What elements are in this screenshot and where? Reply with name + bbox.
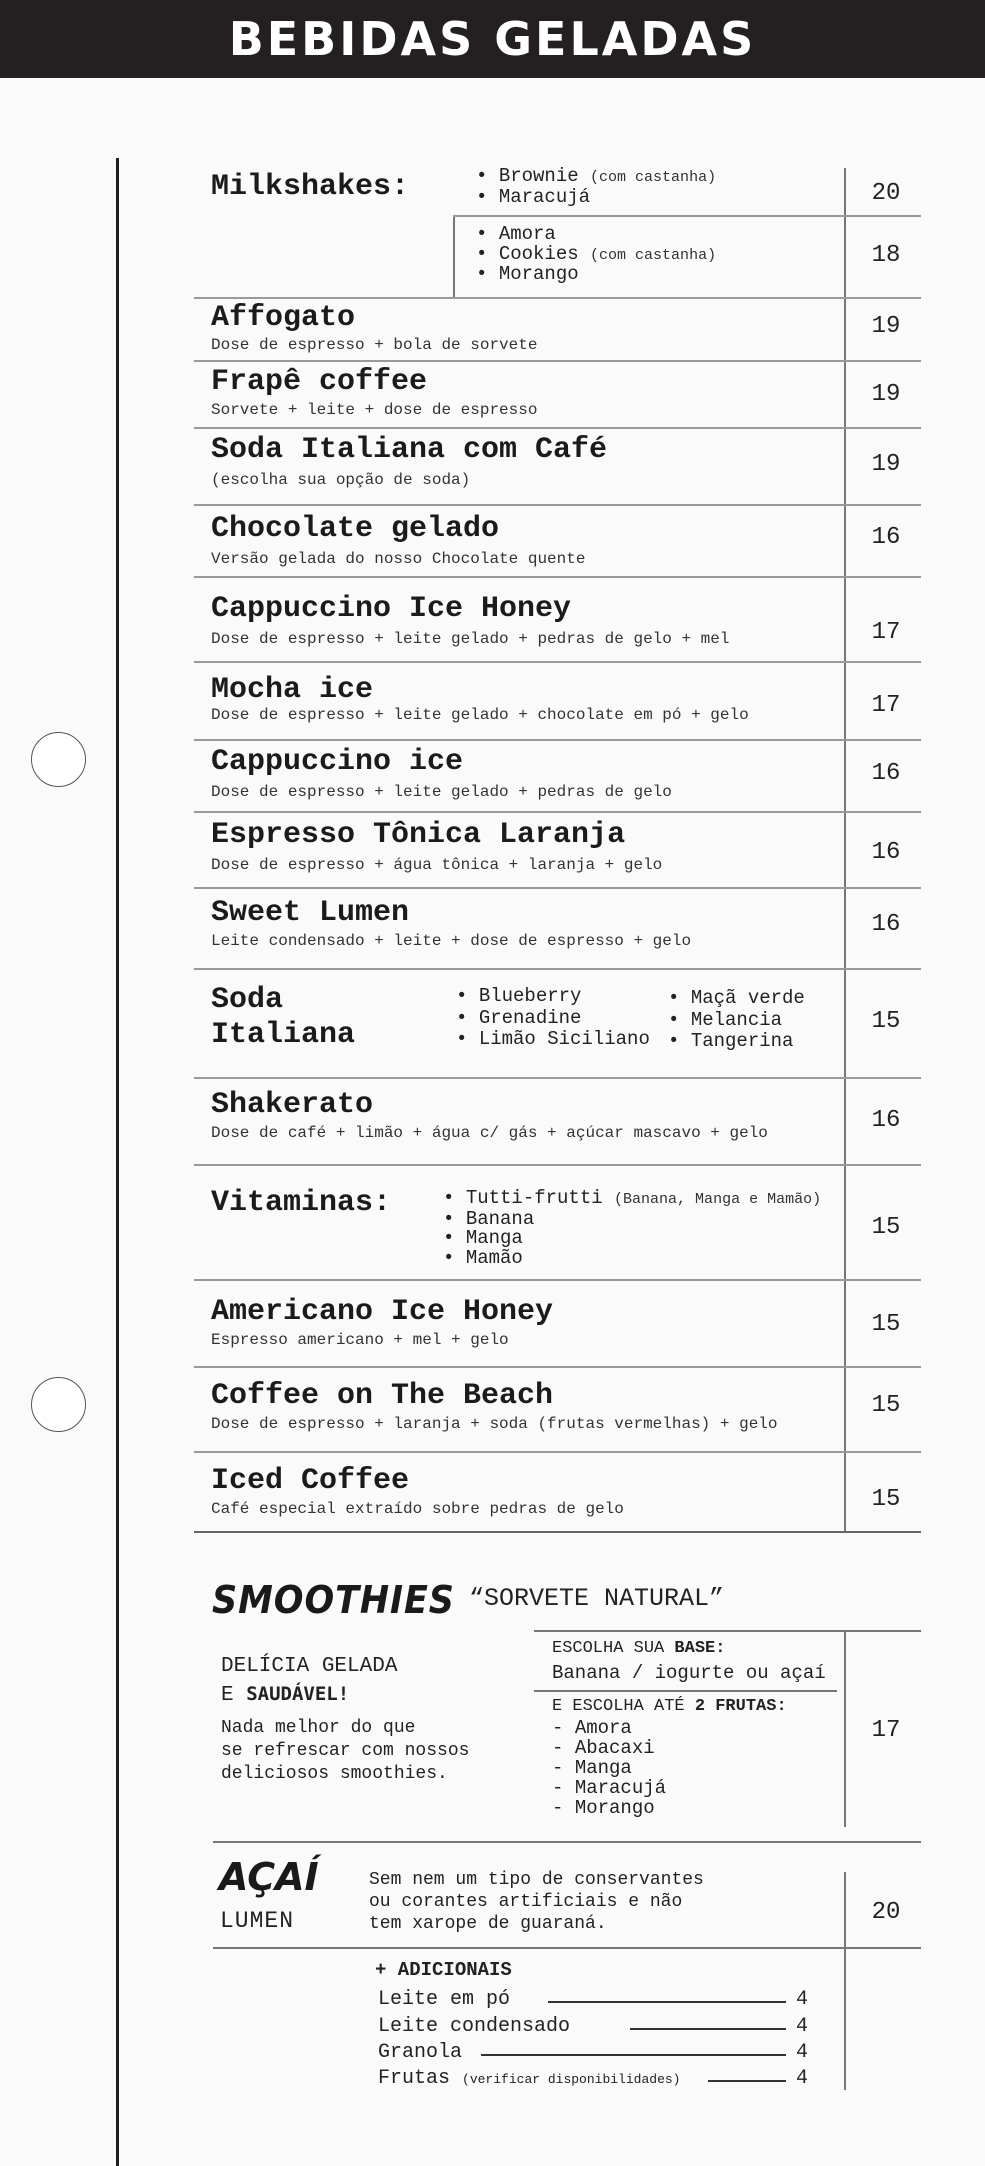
divider [194,1366,921,1368]
binder-spine [116,158,119,2166]
item-desc: Dose de espresso + leite gelado + pedras de gelo + mel [211,630,730,648]
item-desc: Dose de espresso + laranja + soda (frutas vermelhas) + gelo [211,1415,778,1433]
binder-hole-bottom [31,1377,86,1432]
list-item: • Tangerina [668,1031,805,1053]
item-price: 15 [871,1486,901,1513]
divider [194,297,921,299]
item-name: Soda Italiana com Café [211,433,608,467]
milkshakes-group1-list [476,167,716,207]
smoothies-title: SMOOTHIES [212,1578,455,1622]
milkshakes-group2-list [476,225,716,285]
page-title: BEBIDAS GELADAS [228,12,757,66]
divider [194,887,921,889]
item-price: 16 [871,524,901,551]
list-item: - Morango [552,1798,666,1818]
acai-price: 20 [871,1899,901,1926]
binder-hole-top [31,732,86,787]
milkshakes-group1-price: 20 [871,180,901,207]
list-item: • Maçã verde [668,988,805,1010]
item-name: Sweet Lumen [211,896,410,930]
item-price: 19 [871,313,901,340]
smoothies-fruits-label: E ESCOLHA ATÉ 2 FRUTAS: [552,1697,787,1716]
list-item: • Maracujá [476,188,716,208]
list-item: • Mamão [443,1249,821,1269]
item-price: 16 [871,839,901,866]
divider [194,1279,921,1281]
divider [453,215,921,217]
list-item: • Blueberry [456,986,650,1008]
header-bar [0,0,985,78]
milkshake-divider [453,215,455,297]
adicional-price: 4 [795,2015,808,2038]
divider [213,1947,921,1949]
item-name: Americano Ice Honey [211,1295,554,1329]
divider [213,1841,921,1843]
acai-subtitle: LUMEN [220,1908,295,1934]
adicional-row [378,1988,808,2014]
vitaminas-price: 15 [871,1214,901,1241]
divider [534,1690,837,1692]
leader-line [708,2080,786,2082]
acai-title: AÇAÍ [219,1855,319,1899]
item-desc: (escolha sua opção de soda) [211,471,471,489]
smoothies-price: 17 [871,1717,901,1744]
item-name: Frapê coffee [211,365,428,399]
adicionais-title: + ADICIONAIS [375,1959,512,1981]
leader-line [548,2001,786,2003]
divider [194,739,921,741]
list-item: - Amora [552,1718,666,1738]
list-item: • Tutti-frutti (Banana, Manga e Mamão) [443,1189,821,1210]
divider [194,1077,921,1079]
item-price: 19 [871,381,901,408]
adicional-name: Granola [378,2041,470,2064]
smoothies-base-options: Banana / iogurte ou açaí [552,1662,826,1684]
adicional-price: 4 [795,2067,808,2090]
divider [534,1630,921,1632]
smoothies-tagline-2: E SAUDÁVEL! [221,1683,350,1707]
leader-line [630,2028,786,2030]
item-price: 16 [871,760,901,787]
list-item: - Maracujá [552,1778,666,1798]
adicional-row [378,2041,808,2067]
item-price: 16 [871,1107,901,1134]
divider [194,427,921,429]
milkshakes-group2-price: 18 [871,242,901,269]
smoothies-blurb: Nada melhor do que se refrescar com nossos deliciosos smoothies. [221,1718,470,1784]
item-name: Chocolate gelado [211,512,500,546]
divider [194,1451,921,1453]
adicional-price: 4 [795,2041,808,2064]
list-item: • Limão Siciliano [456,1029,650,1051]
divider [194,1531,921,1533]
item-name: Espresso Tônica Laranja [211,818,626,852]
divider [194,968,921,970]
list-item: • Morango [476,265,716,285]
list-item: • Manga [443,1229,821,1249]
list-item: - Abacaxi [552,1738,666,1758]
item-desc: Dose de espresso + bola de sorvete [211,336,538,354]
divider [194,576,921,578]
soda-italiana-title-2: Italiana [211,1018,356,1052]
adicional-name: Leite condensado [378,2015,578,2038]
adicional-name: Frutas (verificar disponibilidades) [378,2067,688,2090]
item-name: Mocha ice [211,673,374,707]
smoothies-subtitle: “SORVETE NATURAL” [469,1584,725,1613]
adicional-name: Leite em pó [378,1988,518,2011]
item-name: Coffee on The Beach [211,1379,554,1413]
item-price: 16 [871,911,901,938]
item-name: Cappuccino ice [211,745,464,779]
item-desc: Sorvete + leite + dose de espresso [211,401,538,419]
item-desc: Leite condensado + leite + dose de espresso + gelo [211,932,692,950]
divider [194,661,921,663]
smoothies-base-label: ESCOLHA SUA BASE: [552,1639,726,1658]
vitaminas-list [443,1189,821,1268]
leader-line [481,2054,786,2056]
item-desc: Dose de café + limão + água c/ gás + açúcar mascavo + gelo [211,1124,768,1142]
item-desc: Versão gelada do nosso Chocolate quente [211,550,586,568]
divider [194,504,921,506]
milkshakes-title: Milkshakes: [211,170,410,204]
list-item: • Amora [476,225,716,245]
divider [194,360,921,362]
acai-desc: Sem nem um tipo de conservantes ou corantes artificiais e não tem xarope de guaraná. [369,1870,704,1934]
adicional-row [378,2015,808,2041]
list-item: • Banana [443,1210,821,1230]
list-item: • Brownie (com castanha) [476,167,716,188]
list-item: • Grenadine [456,1008,650,1030]
adicional-price: 4 [795,1988,808,2011]
smoothies-fruits-list [552,1718,666,1818]
item-price: 17 [871,619,901,646]
item-desc: Dose de espresso + água tônica + laranja + gelo [211,856,663,874]
soda-italiana-price: 15 [871,1008,901,1035]
smoothies-tagline-1: DELÍCIA GELADA [221,1655,398,1678]
item-name: Cappuccino Ice Honey [211,592,572,626]
item-price: 17 [871,692,901,719]
list-item: • Cookies (com castanha) [476,245,716,266]
divider [194,811,921,813]
soda-flavors-col2 [668,988,805,1053]
item-desc: Espresso americano + mel + gelo [211,1331,509,1349]
item-desc: Dose de espresso + leite gelado + pedras de gelo [211,783,672,801]
item-desc: Dose de espresso + leite gelado + chocolate em pó + gelo [211,706,749,724]
vitaminas-title: Vitaminas: [211,1186,392,1220]
divider [194,1164,921,1166]
list-item: • Melancia [668,1010,805,1032]
item-name: Iced Coffee [211,1464,410,1498]
item-desc: Café especial extraído sobre pedras de gelo [211,1500,624,1518]
item-price: 19 [871,451,901,478]
soda-italiana-title-1: Soda [211,983,284,1017]
item-name: Affogato [211,301,356,335]
item-name: Shakerato [211,1088,374,1122]
list-item: - Manga [552,1758,666,1778]
item-price: 15 [871,1392,901,1419]
item-price: 15 [871,1311,901,1338]
soda-flavors-col1 [456,986,650,1051]
adicional-row [378,2067,808,2093]
